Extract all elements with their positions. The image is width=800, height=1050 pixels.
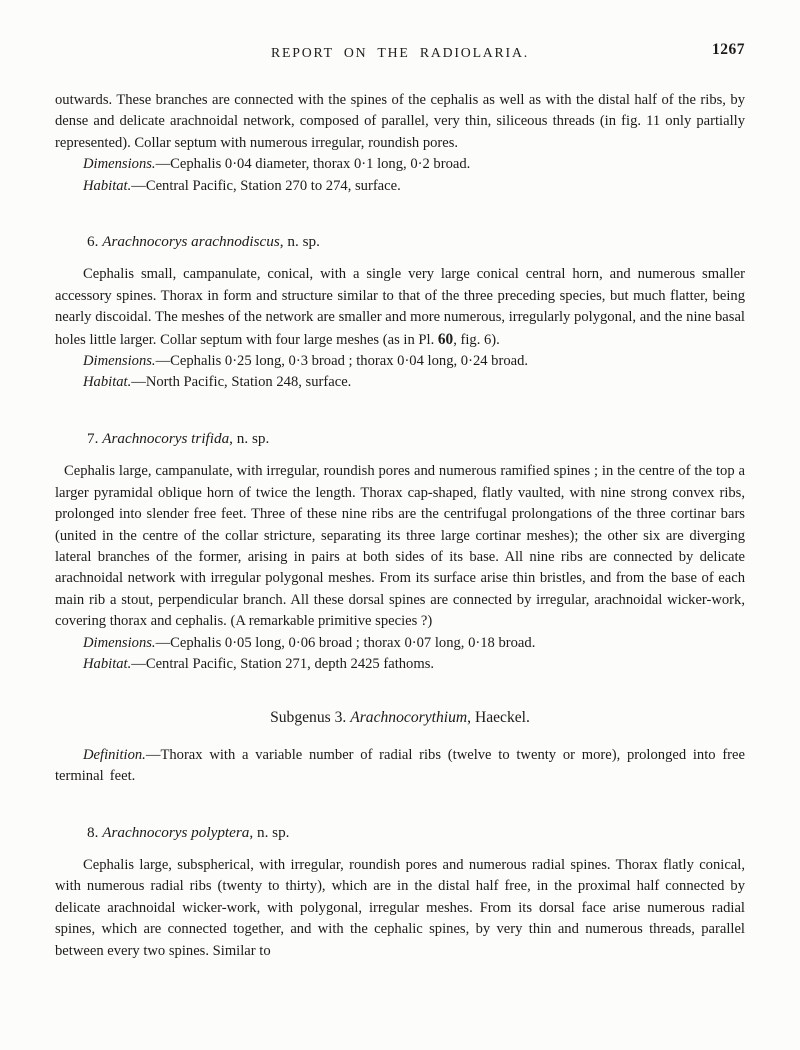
dimensions-label: Dimensions.	[83, 634, 156, 651]
subgenus-heading	[55, 707, 745, 728]
dimensions-label: Dimensions.	[83, 156, 156, 173]
habitat-line-intro	[55, 176, 745, 197]
species-suffix: , n. sp.	[249, 823, 290, 841]
dimensions-line-6	[55, 351, 745, 372]
habitat-line-6	[55, 372, 745, 393]
dimensions-label: Dimensions.	[83, 353, 156, 370]
species-number: 6.	[87, 233, 103, 251]
dimensions-text: —Cephalis 0·25 long, 0·3 broad ; thorax 0·04 long, 0·24 broad.	[155, 353, 529, 370]
habitat-label: Habitat.	[83, 655, 132, 672]
species-paragraph-6	[55, 264, 745, 351]
dimensions-text: —Cephalis 0·04 diameter, thorax 0·1 long, 0·2 broad.	[155, 156, 471, 173]
species-paragraph-8: Cephalis large, subspherical, with irregular, roundish pores and numerous radial spines. Thorax flatly conical, with numerous radial ribs (twenty to thirty), which are in the distal half free, in the proximal half connected by delicate arachnoidal wicker-work, with polygonal, irregular meshes. From its dorsal face arise numerous radial spines, which are connected together, and with the cephalic spines, by very thin and numerous threads, parallel between every two spines. Similar to	[55, 856, 745, 959]
dimensions-text: —Cephalis 0·05 long, 0·06 broad ; thorax 0·07 long, 0·18 broad.	[155, 634, 536, 651]
page-header	[55, 41, 745, 64]
species-body: Cephalis small, campanulate, conical, with a single very large conical central horn, and numerous smaller accessory spines. Thorax in form and structure similar to that of the three preceding species, but much flatter, being nearly discoidal. The meshes of the network are smaller and more numerous, irregularly polygonal, and the nine basal holes little larger. Collar septum with four large meshes (as in Pl.	[55, 266, 745, 348]
species-paragraph-7: Cephalis large, campanulate, with irregular, roundish pores and numerous ramified spines ; in the centre of the top a larger pyramidal oblique horn of twice the length. Thorax cap-shaped, flatly vaulted, with nine strong convex ribs, prolonged into slender free feet. Three of these nine ribs are the centrifugal prolongations of the three cortinar bars (united in the centre of the collar stricture, separating its three large cortinar meshes); the other six are diverging lateral branches of the former, arising in pairs at both sides of its base. All nine ribs are connected by delicate arachnoidal network with irregular polygonal meshes. From its surface arise thin bristles, and from the base of each main rib a stout, perpendicular branch. All these dorsal spines are connected by irregular, arachnoidal wicker-work, covering thorax and cephalis. (A remarkable primitive species ?)	[55, 463, 745, 630]
species-heading-7	[87, 428, 745, 449]
definition-label: Definition.	[83, 746, 146, 763]
page-number: 1267	[712, 41, 745, 58]
species-body-end: , fig. 6).	[453, 331, 500, 348]
habitat-label: Habitat.	[83, 177, 132, 194]
species-heading-6	[87, 231, 745, 252]
habitat-text: —North Pacific, Station 248, surface.	[131, 374, 352, 391]
habitat-text: —Central Pacific, Station 271, depth 2425 fathoms.	[131, 655, 435, 672]
species-suffix: , n. sp.	[229, 429, 270, 447]
plate-number: 60	[437, 330, 454, 348]
continuation-paragraph: outwards. These branches are connected with the spines of the cephalis as well as with the distal half of the ribs, by dense and delicate arachnoidal network, composed of parallel, very thin, siliceous threads (in fig. 11 only partially represented). Collar septum with numerous irregular, roundish pores.	[55, 92, 745, 151]
habitat-label: Habitat.	[83, 374, 132, 391]
habitat-line-7	[55, 654, 745, 675]
species-suffix: , n. sp.	[279, 233, 320, 251]
species-number: 8.	[87, 823, 103, 841]
subgenus-suffix: , Haeckel.	[467, 709, 530, 727]
species-name: Arachnocorys polyptera	[102, 823, 250, 841]
subgenus-prefix: Subgenus 3.	[270, 709, 351, 727]
definition-text: —Thorax with a variable number of radial ribs (twelve to twenty or more), prolonged into free terminal feet.	[55, 746, 745, 785]
species-name: Arachnocorys trifida	[102, 429, 230, 447]
dimensions-line-7	[55, 633, 745, 654]
definition-paragraph	[55, 745, 745, 788]
subgenus-name: Arachnocorythium	[350, 709, 468, 727]
habitat-text: —Central Pacific, Station 270 to 274, surface.	[131, 177, 401, 194]
dimensions-line-intro	[55, 154, 745, 175]
species-name: Arachnocorys arachnodiscus	[102, 233, 280, 251]
species-number: 7.	[87, 429, 103, 447]
running-title: REPORT ON THE RADIOLARIA.	[271, 45, 529, 60]
species-heading-8	[87, 822, 745, 843]
